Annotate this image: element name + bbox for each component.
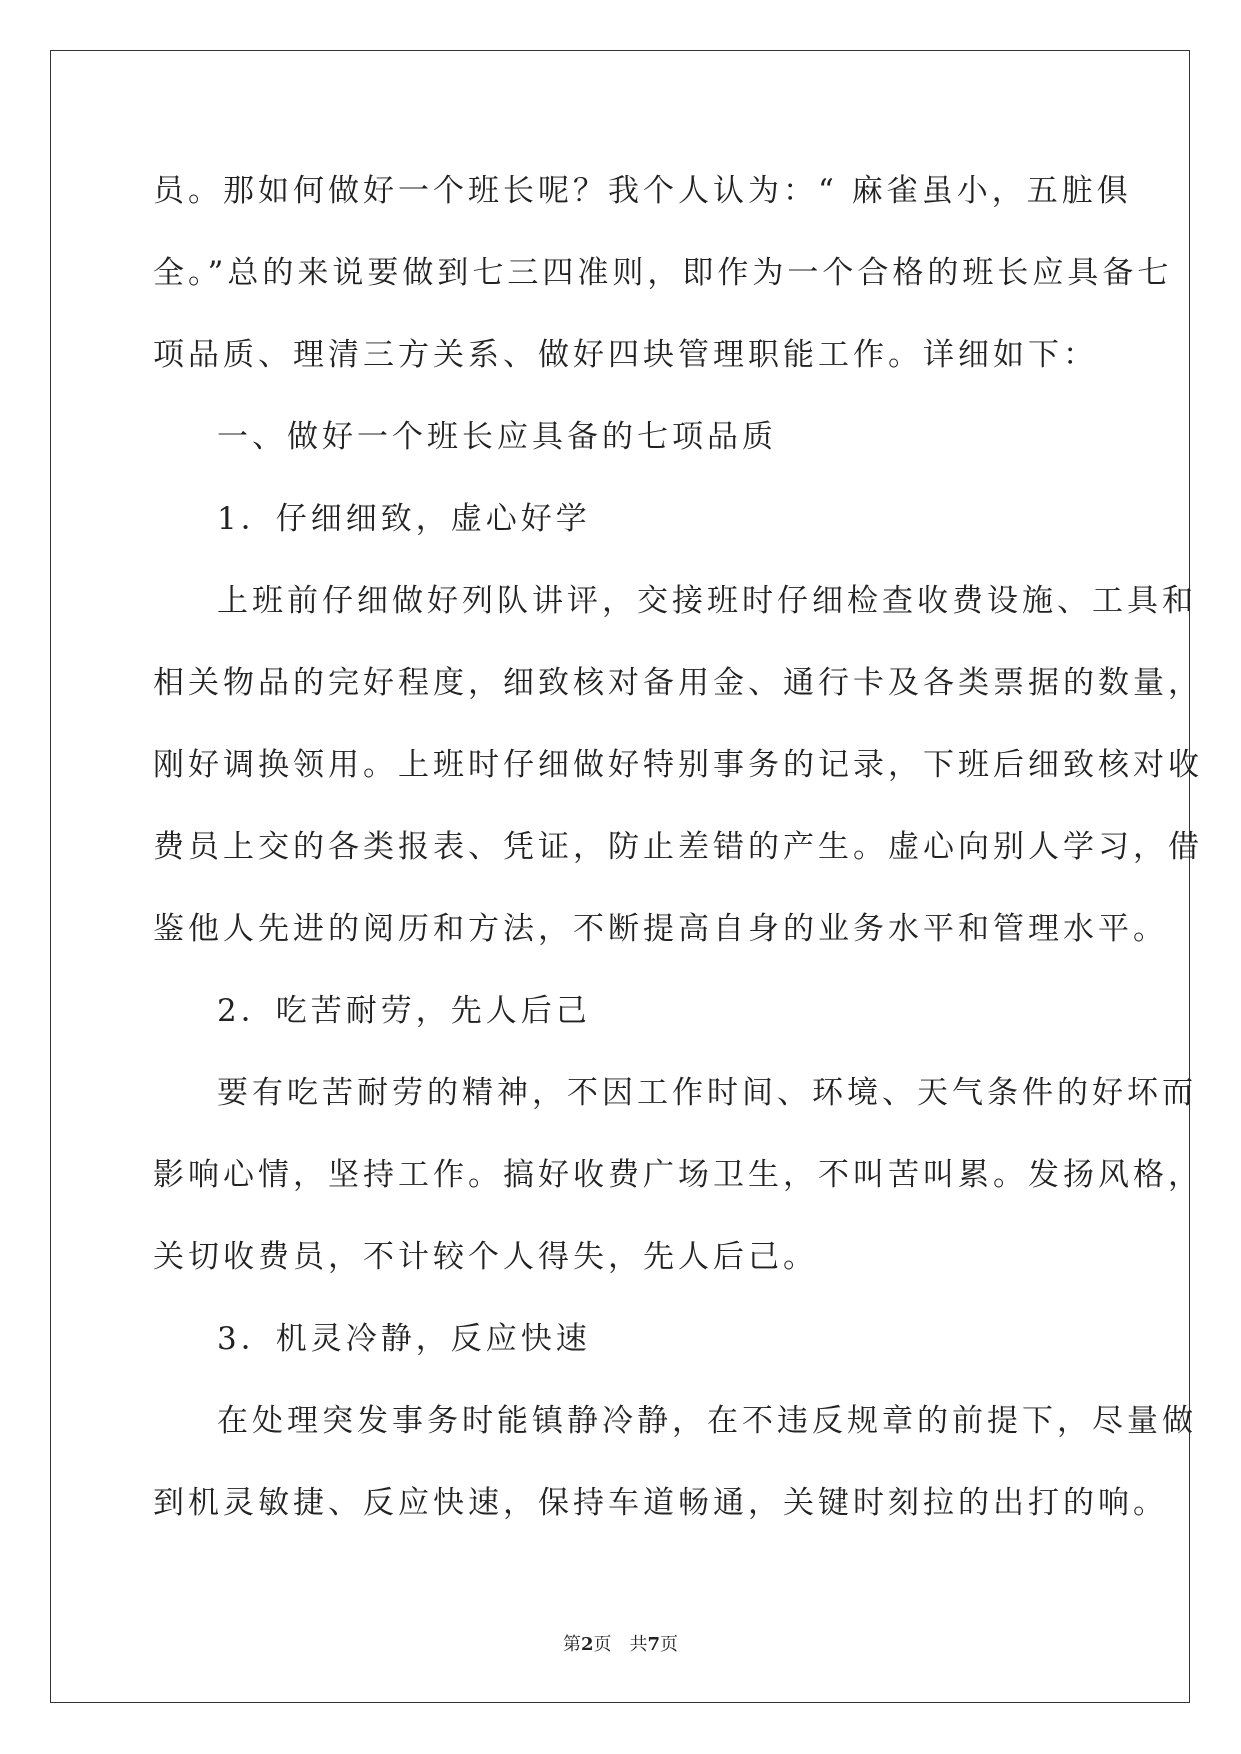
subsection-heading: 2．吃苦耐劳，先人后己 [217, 993, 591, 1029]
paragraph-line: 项品质、理清三方关系、做好四块管理职能工作。详细如下： [153, 337, 1098, 373]
paragraph-line: 相关物品的完好程度，细致核对备用金、通行卡及各类票据的数量， [153, 665, 1203, 701]
paragraph-line: 费员上交的各类报表、凭证，防止差错的产生。虚心向别人学习，借 [153, 829, 1203, 865]
page-current: 2 [580, 1634, 594, 1655]
document-body [153, 165, 1203, 1559]
page-number-footer [0, 1630, 1241, 1656]
paragraph-line: 在处理突发事务时能镇静冷静，在不违反规章的前提下，尽量做 [217, 1403, 1197, 1439]
page-suffix: 页 [660, 1634, 679, 1655]
paragraph-line: 全。”总的来说要做到七三四准则，即作为一个合格的班长应具备七 [153, 255, 1173, 291]
page-prefix: 第 [562, 1634, 581, 1655]
paragraph-line: 要有吃苦耐劳的精神，不因工作时间、环境、天气条件的好坏而 [217, 1075, 1197, 1111]
subsection-heading: 1．仔细细致，虚心好学 [217, 501, 591, 537]
page-mid: 页 共 [593, 1634, 648, 1655]
subsection-heading: 3．机灵冷静，反应快速 [217, 1321, 591, 1357]
paragraph-line: 到机灵敏捷、反应快速，保持车道畅通，关键时刻拉的出打的响。 [153, 1485, 1168, 1521]
paragraph-line: 关切收费员，不计较个人得失，先人后己。 [153, 1239, 818, 1275]
paragraph-line: 刚好调换领用。上班时仔细做好特别事务的记录，下班后细致核对收 [153, 747, 1203, 783]
paragraph-line: 上班前仔细做好列队讲评，交接班时仔细检查收费设施、工具和 [217, 583, 1197, 619]
paragraph-line: 员。那如何做好一个班长呢？我个人认为：“ 麻雀虽小，五脏俱 [153, 173, 1132, 209]
section-heading: 一、做好一个班长应具备的七项品质 [217, 419, 777, 455]
page-total: 7 [647, 1634, 661, 1655]
paragraph-line: 鉴他人先进的阅历和方法，不断提高自身的业务水平和管理水平。 [153, 911, 1168, 947]
paragraph-line: 影响心情，坚持工作。搞好收费广场卫生，不叫苦叫累。发扬风格， [153, 1157, 1203, 1193]
